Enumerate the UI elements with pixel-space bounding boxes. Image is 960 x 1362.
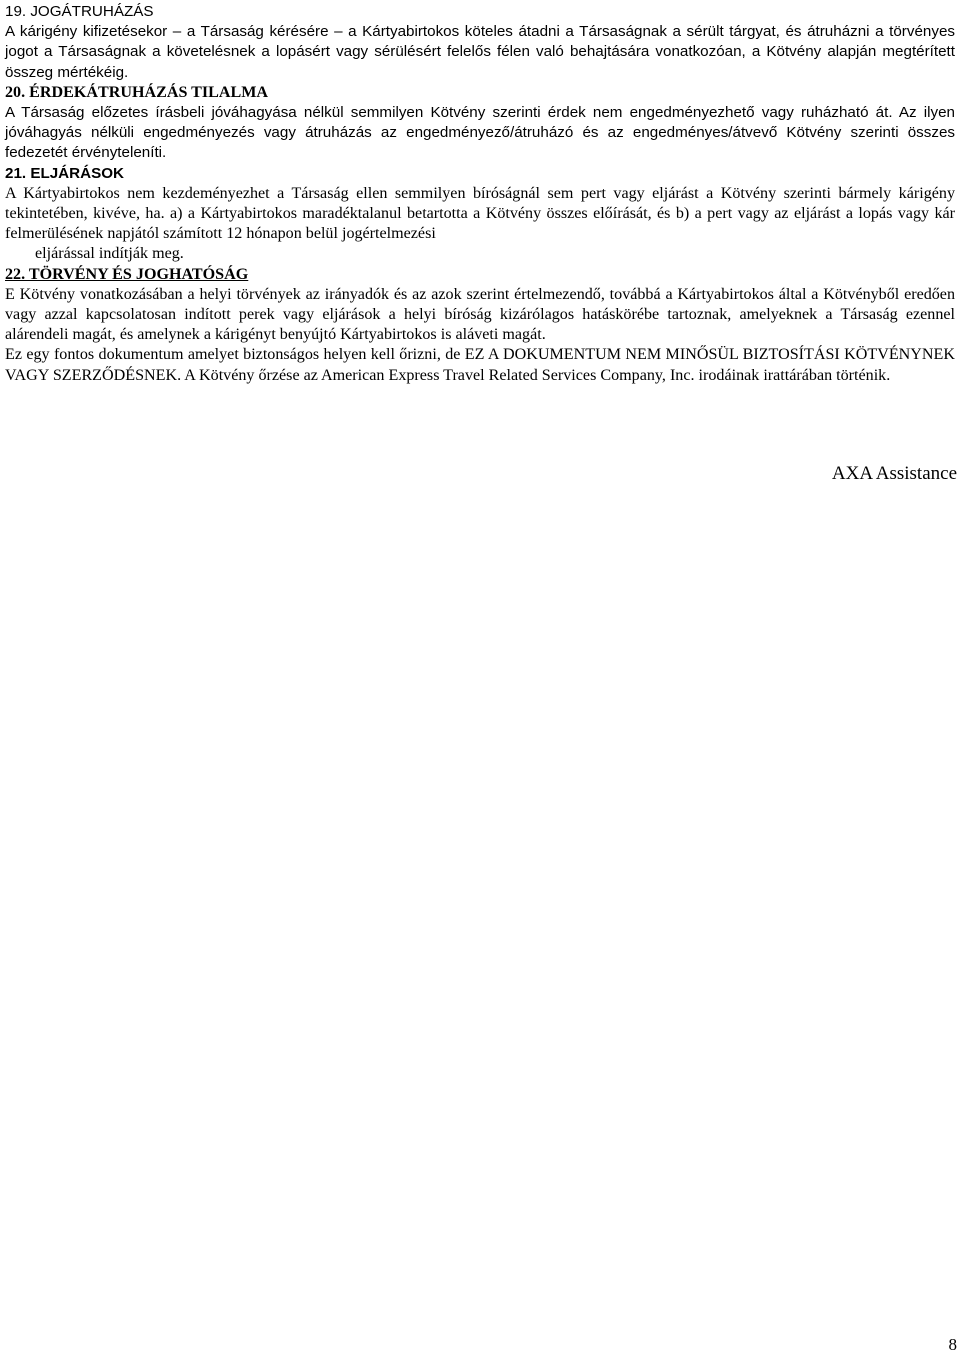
section-20-body: A Társaság előzetes írásbeli jóváhagyása nélkül semmilyen Kötvény szerinti érdek nem engedményezhető vagy ruházható át. Az ilyen jóváhagyás nélküli engedményezés vagy átruházás az engedményező/átruházó és az engedményes/átvevő Kötvény szerinti összes fedezetét érvényteleníti. bbox=[5, 104, 955, 162]
section-22-notice: Ez egy fontos dokumentum amelyet biztonságos helyen kell őrizni, de EZ A DOKUMENTUM NEM MINŐSÜL BIZTOSÍTÁSI KÖTVÉNYNEK VAGY SZERZŐDÉSNEK. A Kötvény őrzése az American Express Travel Related Services Company, Inc. irodáinak irattárában történik. bbox=[5, 346, 955, 384]
section-20 bbox=[5, 83, 955, 164]
section-22 bbox=[5, 265, 955, 386]
section-21-continuation: eljárással indítják meg. bbox=[35, 245, 184, 263]
section-21-body: A Kártyabirtokos nem kezdeményezhet a Társaság ellen semmilyen bíróságnál sem pert vagy eljárást a Kötvény szerinti bármely kárigény tekintetében, kivéve, ha. a) a Kártyabirtokos maradéktalanul betartotta a Kötvény összes előírását, és b) a pert vagy az eljárást a lopás vagy kár felmerülésének napjától számított 12 hónapon belül jogértelmezési bbox=[5, 184, 955, 243]
section-21 bbox=[5, 164, 955, 265]
section-20-title: 20. ÉRDEKÁTRUHÁZÁS TILALMA bbox=[5, 83, 269, 101]
section-19-body: A kárigény kifizetésekor – a Társaság kérésére – a Kártyabirtokos köteles átadni a Társaságnak a sérült tárgyat, és átruházni a törvényes jogot a Társaságnak a követelésnek a lopásért vagy sérülésért felelős félen való behajtására vonatkozóan, a Kötvény alapján megtérített összeg mértékéig. bbox=[5, 23, 955, 81]
section-22-title: 22. TÖRVÉNY ÉS JOGHATÓSÁG bbox=[5, 265, 249, 283]
page-number: 8 bbox=[948, 1335, 957, 1354]
document-page bbox=[5, 2, 955, 386]
section-19-title: 19. JOGÁTRUHÁZÁS bbox=[5, 3, 154, 20]
section-19 bbox=[5, 2, 955, 83]
company-signature: AXA Assistance bbox=[831, 463, 957, 484]
section-21-title: 21. ELJÁRÁSOK bbox=[5, 164, 125, 182]
section-22-body: E Kötvény vonatkozásában a helyi törvények az irányadók és az azok szerint értelmezendő, továbbá a Kártyabirtokos által a Kötvényből eredően vagy azzal kapcsolatosan indított perek vagy eljárások a helyi bíróság kizárólagos hatáskörébe tartoznak, amelyeknek a Társaság ezennel alárendeli magát, és amelynek a kárigényt benyújtó Kártyabirtokos is aláveti magát. bbox=[5, 285, 955, 344]
